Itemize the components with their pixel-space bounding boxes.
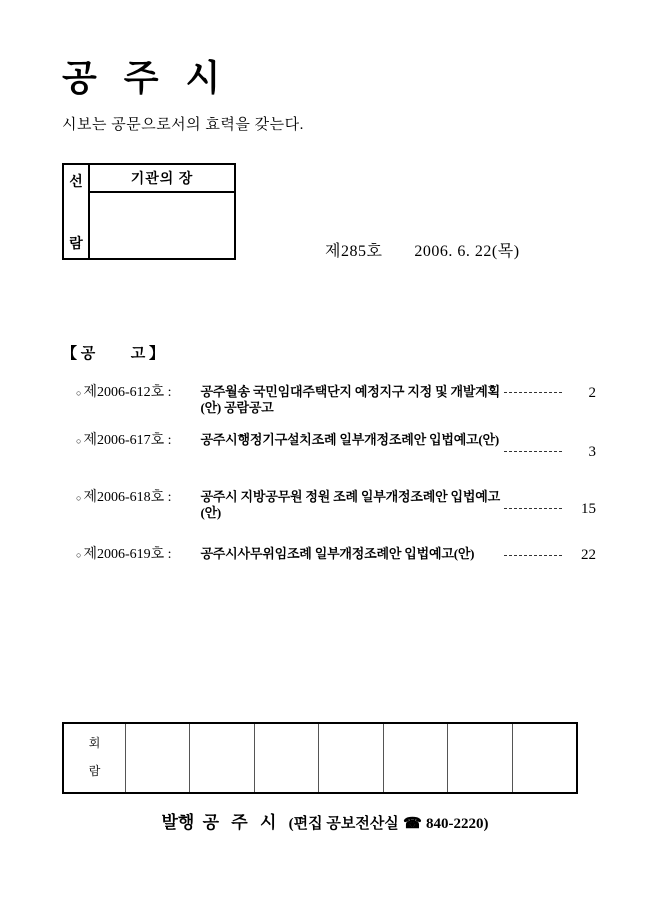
notice-list bbox=[76, 383, 596, 592]
footer-phone-number: 840-2220) bbox=[426, 816, 489, 832]
circulation-cell[interactable] bbox=[319, 724, 383, 792]
list-item-page: 15 bbox=[581, 501, 596, 517]
circulation-label-cell bbox=[64, 724, 126, 792]
list-item-bullet: ○ bbox=[76, 493, 82, 503]
masthead-subtitle: 시보는 공문으로서의 효력을 갖는다. bbox=[62, 117, 304, 133]
list-item-number: 제2006-618호 : bbox=[83, 490, 172, 505]
circulation-cell[interactable] bbox=[255, 724, 319, 792]
list-item-bullet: ○ bbox=[76, 388, 82, 398]
footer-city: 공 주 시 bbox=[202, 813, 281, 832]
list-item-title: 공주시 지방공무원 정원 조례 일부개정조례안 입법예고(안) bbox=[200, 489, 500, 520]
list-item-number: 제2006-619호 : bbox=[83, 547, 172, 562]
leader-dots bbox=[504, 508, 562, 509]
issue-line bbox=[325, 238, 520, 261]
list-item-number: 제2006-617호 : bbox=[83, 433, 172, 448]
circulation-cell[interactable] bbox=[513, 724, 576, 792]
approval-label-char-bottom: 람 bbox=[69, 237, 83, 252]
leader-dots bbox=[504, 451, 562, 452]
approval-box-signature-column bbox=[90, 165, 234, 258]
circulation-cell[interactable] bbox=[384, 724, 448, 792]
circulation-cell[interactable] bbox=[126, 724, 190, 792]
list-item[interactable] bbox=[76, 383, 596, 416]
footer-editor: (편집 공보전산실 bbox=[288, 816, 399, 832]
page-title: 공 주 시 bbox=[62, 58, 230, 98]
list-item-bullet: ○ bbox=[76, 436, 82, 446]
list-item-title: 공주시행정기구설치조례 일부개정조례안 입법예고(안) bbox=[200, 432, 500, 447]
list-item-page: 22 bbox=[581, 547, 596, 563]
telephone-icon: ☎ bbox=[403, 816, 422, 832]
issue-number: 제285호 bbox=[325, 243, 383, 260]
circulation-label-char-bottom: 람 bbox=[88, 764, 101, 778]
list-item-title: 공주월송 국민임대주택단지 예정지구 지정 및 개발계획(안) 공람공고 bbox=[200, 384, 500, 415]
circulation-table bbox=[62, 722, 578, 794]
footer-publisher-prefix: 발행 bbox=[161, 813, 195, 832]
section-word-b: 고 bbox=[130, 346, 146, 362]
issue-date: 2006. 6. 22(목) bbox=[414, 243, 520, 260]
bracket-open: 【 bbox=[62, 346, 78, 362]
approval-box-header: 기관의 장 bbox=[90, 165, 234, 193]
list-item[interactable] bbox=[76, 545, 596, 577]
circulation-cell[interactable] bbox=[448, 724, 512, 792]
section-heading-notices bbox=[62, 342, 164, 363]
approval-box-signature-area bbox=[90, 193, 234, 258]
leader-dots bbox=[504, 555, 562, 556]
section-word-a: 공 bbox=[80, 346, 96, 362]
list-item-number: 제2006-612호 : bbox=[83, 385, 172, 400]
leader-dots bbox=[504, 392, 562, 393]
list-item-title: 공주시사무위임조례 일부개정조례안 입법예고(안) bbox=[200, 546, 475, 561]
list-item-page: 3 bbox=[588, 444, 596, 460]
list-item[interactable] bbox=[76, 431, 596, 473]
footer-imprint bbox=[0, 808, 650, 833]
circulation-cell[interactable] bbox=[190, 724, 254, 792]
list-item-page: 2 bbox=[588, 385, 596, 401]
circulation-label-char-top: 회 bbox=[88, 736, 101, 750]
list-item-bullet: ○ bbox=[76, 550, 82, 560]
approval-label-char-top: 선 bbox=[69, 175, 83, 190]
bracket-close: 】 bbox=[149, 346, 165, 362]
list-item[interactable] bbox=[76, 488, 596, 530]
approval-box-label-column bbox=[64, 165, 90, 258]
approval-box bbox=[62, 163, 236, 260]
